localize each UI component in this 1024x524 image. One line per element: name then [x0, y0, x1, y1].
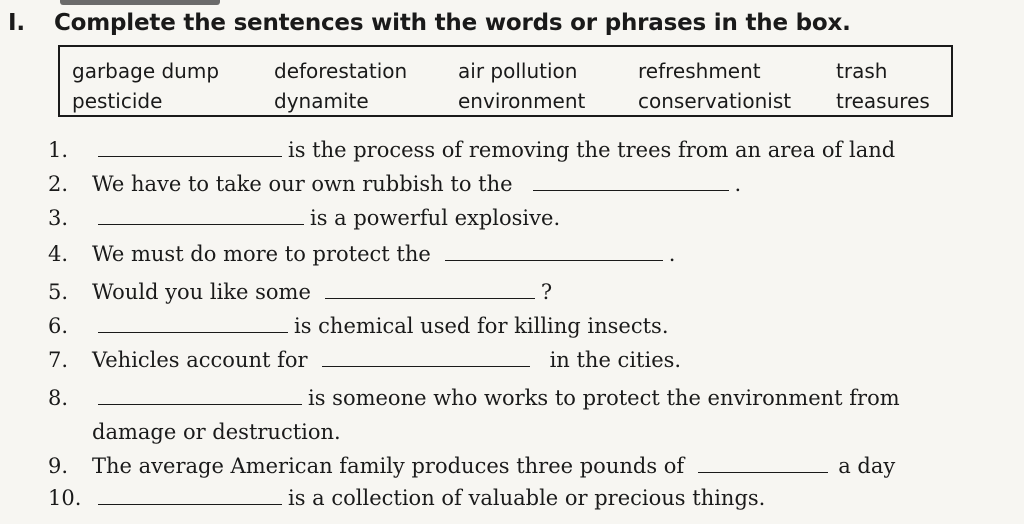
answer-blank[interactable]: [98, 486, 282, 505]
word-box-item: air pollution: [458, 59, 578, 83]
sentence-number: 8.: [48, 386, 69, 410]
word-box-item: refreshment: [638, 59, 761, 83]
sentence-6: [48, 314, 669, 338]
sentence-text: ?: [540, 280, 553, 304]
sentence-number: 4.: [48, 242, 69, 266]
sentence-text: is a powerful explosive.: [310, 206, 561, 230]
sentence-10: [48, 486, 765, 510]
sentence-1: [48, 138, 895, 162]
word-box-item: pesticide: [72, 89, 163, 113]
sentence-number: 6.: [48, 314, 69, 338]
sentence-number: 7.: [48, 348, 69, 372]
answer-blank[interactable]: [445, 242, 663, 261]
sentence-number: 9.: [48, 454, 69, 478]
exercise-number: I.: [8, 10, 25, 36]
answer-blank[interactable]: [698, 454, 828, 473]
sentence-8: [48, 386, 900, 410]
exercise-instruction: Complete the sentences with the words or phrases in the box.: [54, 10, 851, 36]
answer-blank[interactable]: [98, 206, 304, 225]
sentence-3: [48, 206, 560, 230]
sentence-text: Would you like some: [92, 280, 311, 304]
sentence-8-continuation: damage or destruction.: [92, 420, 341, 444]
word-box-item: trash: [836, 59, 888, 83]
answer-blank[interactable]: [325, 280, 535, 299]
exercise-heading: [8, 10, 851, 36]
sentence-number: 2.: [48, 172, 69, 196]
sentence-text: a day: [838, 454, 896, 478]
answer-blank[interactable]: [322, 348, 530, 367]
sentence-text: We must do more to protect the: [92, 242, 431, 266]
answer-blank[interactable]: [98, 138, 282, 157]
sentence-4: [48, 242, 675, 266]
sentence-text: is a collection of valuable or precious things.: [288, 486, 766, 510]
sentence-text: is chemical used for killing insects.: [294, 314, 669, 338]
sentence-number: 3.: [48, 206, 69, 230]
sentence-number: 10.: [48, 486, 82, 510]
top-edge-bar: [60, 0, 220, 5]
sentence-text: .: [668, 242, 676, 266]
sentence-text: The average American family produces three pounds of: [92, 454, 685, 478]
word-box-item: environment: [458, 89, 586, 113]
sentence-text: Vehicles account for: [92, 348, 308, 372]
sentence-number: 1.: [48, 138, 69, 162]
word-box-item: treasures: [836, 89, 930, 113]
sentence-9: [48, 454, 895, 478]
word-box-item: dynamite: [274, 89, 369, 113]
word-box: [58, 45, 953, 117]
sentence-text: is the process of removing the trees from an area of land: [288, 138, 896, 162]
word-box-item: garbage dump: [72, 59, 220, 83]
sentence-5: [48, 280, 552, 304]
sentence-text: We have to take our own rubbish to the: [92, 172, 513, 196]
sentence-number: 5.: [48, 280, 69, 304]
sentence-2: [48, 172, 741, 196]
word-box-item: deforestation: [274, 59, 408, 83]
answer-blank[interactable]: [98, 386, 302, 405]
answer-blank[interactable]: [98, 314, 288, 333]
sentence-text: is someone who works to protect the environment from: [308, 386, 900, 410]
answer-blank[interactable]: [533, 172, 729, 191]
sentence-text: .: [734, 172, 742, 196]
sentence-7: [48, 348, 681, 372]
word-box-item: conservationist: [638, 89, 792, 113]
sentence-text: in the cities.: [549, 348, 682, 372]
